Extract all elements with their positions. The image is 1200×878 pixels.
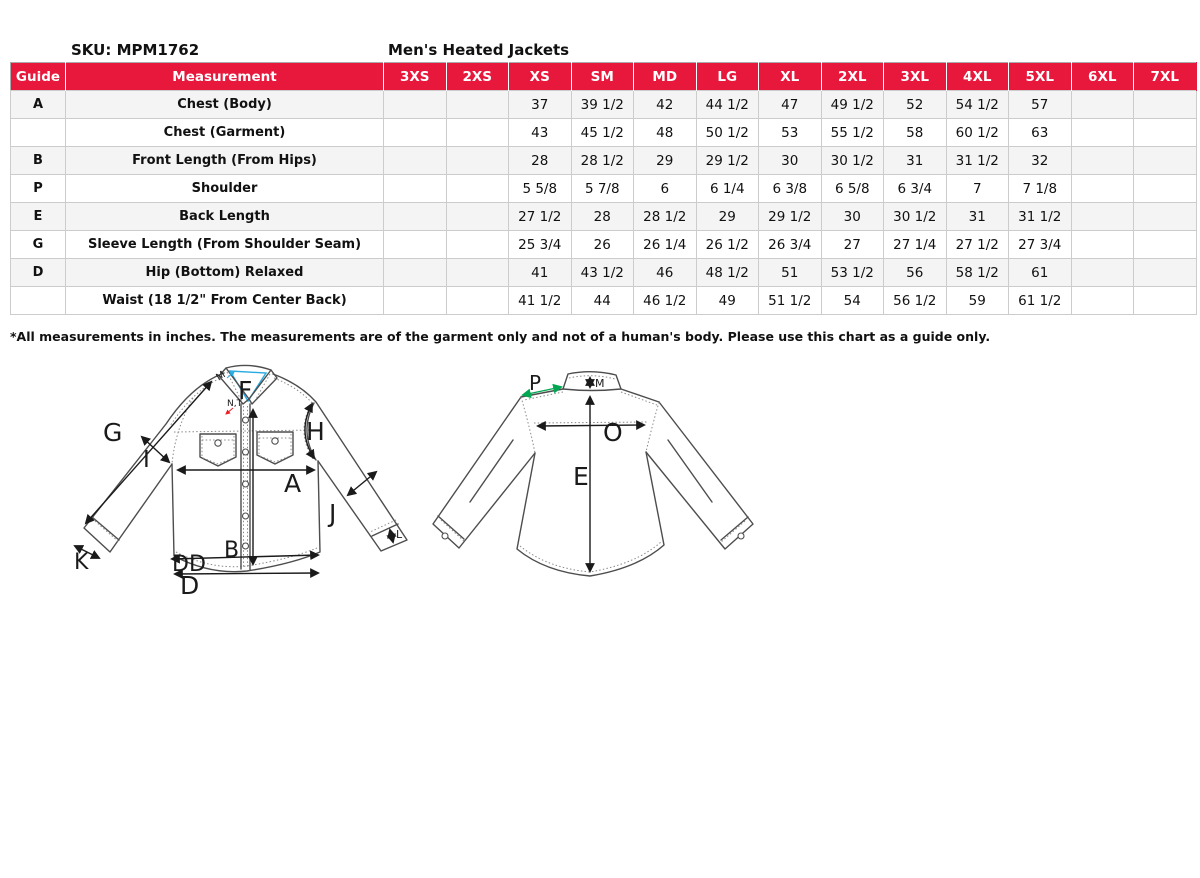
value-cell	[1134, 147, 1197, 175]
value-cell: 53 1/2	[821, 259, 884, 287]
guide-cell	[11, 287, 66, 315]
jacket-measurement-diagram	[0, 355, 1200, 645]
column-header-guide: Guide	[11, 63, 66, 91]
guide-cell: B	[11, 147, 66, 175]
value-cell: 28	[509, 147, 572, 175]
value-cell: 31 1/2	[1009, 203, 1072, 231]
measurement-cell: Chest (Body)	[66, 91, 384, 119]
back-label-O: O	[603, 418, 623, 447]
back-label-E: E	[573, 462, 589, 491]
header-row	[11, 63, 1197, 91]
measurement-cell: Waist (18 1/2" From Center Back)	[66, 287, 384, 315]
back-yoke-seam	[534, 422, 648, 423]
front-label-A: A	[284, 469, 302, 498]
value-cell: 58	[884, 119, 947, 147]
table-row-back-length	[11, 203, 1197, 231]
value-cell: 27 3/4	[1009, 231, 1072, 259]
value-cell: 41 1/2	[509, 287, 572, 315]
value-cell: 37	[509, 91, 572, 119]
column-header-4xl: 4XL	[946, 63, 1009, 91]
value-cell: 32	[1009, 147, 1072, 175]
measurement-cell: Sleeve Length (From Shoulder Seam)	[66, 231, 384, 259]
value-cell: 7 1/8	[1009, 175, 1072, 203]
value-cell: 31 1/2	[946, 147, 1009, 175]
value-cell	[384, 175, 447, 203]
value-cell	[1071, 231, 1134, 259]
value-cell: 54 1/2	[946, 91, 1009, 119]
front-label-K: K	[74, 550, 89, 575]
value-cell: 42	[634, 91, 697, 119]
value-cell	[1134, 259, 1197, 287]
front-label-F: F	[238, 376, 253, 405]
front-left-sleeve	[84, 373, 224, 552]
measurement-cell: Shoulder	[66, 175, 384, 203]
placket-button	[243, 449, 249, 455]
column-header-6xl: 6XL	[1071, 63, 1134, 91]
value-cell: 56	[884, 259, 947, 287]
placket-button	[243, 513, 249, 519]
value-cell	[1071, 203, 1134, 231]
value-cell	[384, 119, 447, 147]
placket-button	[243, 417, 249, 423]
column-header-xs: XS	[509, 63, 572, 91]
back-left-armhole	[521, 397, 535, 453]
page-title: Men's Heated Jackets	[388, 41, 570, 59]
column-header-2xs: 2XS	[446, 63, 509, 91]
value-cell	[446, 259, 509, 287]
guide-cell: A	[11, 91, 66, 119]
back-right-cuff-button	[738, 533, 744, 539]
front-label-D: D	[180, 571, 200, 600]
guide-cell: E	[11, 203, 66, 231]
value-cell: 57	[1009, 91, 1072, 119]
front-right-pocket	[257, 432, 293, 464]
column-header-xl: XL	[759, 63, 822, 91]
value-cell	[1071, 147, 1134, 175]
value-cell: 54	[821, 287, 884, 315]
value-cell: 30	[821, 203, 884, 231]
guide-cell: G	[11, 231, 66, 259]
value-cell	[384, 91, 447, 119]
value-cell: 58 1/2	[946, 259, 1009, 287]
back-collar	[563, 372, 621, 391]
value-cell	[1134, 119, 1197, 147]
arrow-L-cuff-height	[390, 530, 393, 542]
value-cell	[384, 203, 447, 231]
value-cell: 30 1/2	[884, 203, 947, 231]
column-header-md: MD	[634, 63, 697, 91]
column-header-3xl: 3XL	[884, 63, 947, 91]
front-left-pocket	[200, 434, 236, 466]
value-cell: 51 1/2	[759, 287, 822, 315]
value-cell: 50 1/2	[696, 119, 759, 147]
table-row-shoulder	[11, 175, 1197, 203]
measurement-cell: Front Length (From Hips)	[66, 147, 384, 175]
value-cell: 46 1/2	[634, 287, 697, 315]
table-row-chest-body	[11, 91, 1197, 119]
value-cell: 5 7/8	[571, 175, 634, 203]
value-cell: 43	[509, 119, 572, 147]
value-cell: 49	[696, 287, 759, 315]
value-cell: 27 1/4	[884, 231, 947, 259]
front-collar-back-edge	[226, 365, 271, 370]
value-cell: 48	[634, 119, 697, 147]
value-cell: 30	[759, 147, 822, 175]
front-label-B: B	[224, 538, 240, 563]
value-cell: 63	[1009, 119, 1072, 147]
placket-button	[243, 481, 249, 487]
value-cell: 28 1/2	[571, 147, 634, 175]
value-cell: 27 1/2	[509, 203, 572, 231]
value-cell	[1071, 259, 1134, 287]
value-cell: 39 1/2	[571, 91, 634, 119]
back-jacket-drawing	[433, 371, 753, 576]
value-cell: 26 1/2	[696, 231, 759, 259]
value-cell	[1134, 203, 1197, 231]
column-header-lg: LG	[696, 63, 759, 91]
value-cell: 46	[634, 259, 697, 287]
value-cell	[446, 231, 509, 259]
measurement-cell: Hip (Bottom) Relaxed	[66, 259, 384, 287]
value-cell	[1071, 175, 1134, 203]
value-cell	[1071, 91, 1134, 119]
front-label-NT: N,T	[227, 399, 243, 409]
value-cell: 30 1/2	[821, 147, 884, 175]
value-cell: 6 3/4	[884, 175, 947, 203]
value-cell: 6	[634, 175, 697, 203]
value-cell: 29	[634, 147, 697, 175]
front-label-H: H	[306, 417, 325, 446]
placket-button	[243, 543, 249, 549]
column-header-2xl: 2XL	[821, 63, 884, 91]
value-cell: 53	[759, 119, 822, 147]
measurement-cell: Back Length	[66, 203, 384, 231]
value-cell: 61	[1009, 259, 1072, 287]
value-cell: 29 1/2	[696, 147, 759, 175]
front-label-J: J	[329, 499, 337, 528]
value-cell: 45 1/2	[571, 119, 634, 147]
column-header-7xl: 7XL	[1134, 63, 1197, 91]
column-header-3xs: 3XS	[384, 63, 447, 91]
value-cell	[384, 287, 447, 315]
value-cell: 31	[884, 147, 947, 175]
value-cell: 6 1/4	[696, 175, 759, 203]
back-left-elbow-seam	[470, 440, 513, 502]
value-cell: 60 1/2	[946, 119, 1009, 147]
value-cell: 6 3/8	[759, 175, 822, 203]
value-cell: 6 5/8	[821, 175, 884, 203]
value-cell: 41	[509, 259, 572, 287]
value-cell	[446, 119, 509, 147]
back-label-M: M	[595, 377, 605, 390]
value-cell	[446, 175, 509, 203]
value-cell: 52	[884, 91, 947, 119]
front-label-M: M	[214, 369, 228, 384]
size-chart-table	[10, 62, 1197, 315]
value-cell: 48 1/2	[696, 259, 759, 287]
back-right-elbow-seam	[668, 440, 712, 502]
value-cell	[1134, 91, 1197, 119]
value-cell: 7	[946, 175, 1009, 203]
value-cell	[446, 287, 509, 315]
front-label-G: G	[103, 418, 123, 447]
value-cell: 59	[946, 287, 1009, 315]
value-cell: 26	[571, 231, 634, 259]
sku-label: SKU: MPM1762	[71, 41, 200, 59]
value-cell: 47	[759, 91, 822, 119]
value-cell: 61 1/2	[1009, 287, 1072, 315]
measurement-cell: Chest (Garment)	[66, 119, 384, 147]
value-cell	[446, 147, 509, 175]
back-left-cuff-button	[442, 533, 448, 539]
value-cell	[1134, 175, 1197, 203]
front-jacket-drawing	[74, 365, 407, 600]
value-cell: 51	[759, 259, 822, 287]
value-cell	[446, 91, 509, 119]
column-header-5xl: 5XL	[1009, 63, 1072, 91]
footnote: *All measurements in inches. The measurements are of the garment only and not of a human's body. Please use this chart as a guide only.	[10, 329, 991, 344]
back-right-armhole	[646, 402, 659, 452]
value-cell: 28	[571, 203, 634, 231]
value-cell	[1134, 231, 1197, 259]
value-cell	[1071, 119, 1134, 147]
value-cell: 49 1/2	[821, 91, 884, 119]
arrow-J-sleeve-width	[348, 472, 376, 495]
column-header-sm: SM	[571, 63, 634, 91]
back-label-P: P	[529, 371, 542, 395]
value-cell	[384, 231, 447, 259]
guide-cell: P	[11, 175, 66, 203]
column-header-measurement: Measurement	[66, 63, 384, 91]
front-label-DD: DD	[172, 552, 206, 577]
value-cell: 29	[696, 203, 759, 231]
value-cell	[384, 147, 447, 175]
guide-cell: D	[11, 259, 66, 287]
value-cell	[384, 259, 447, 287]
value-cell: 28 1/2	[634, 203, 697, 231]
value-cell: 27 1/2	[946, 231, 1009, 259]
table-row-front-length	[11, 147, 1197, 175]
table-row-sleeve-length	[11, 231, 1197, 259]
front-left-armhole	[172, 398, 193, 464]
front-right-sleeve	[273, 374, 407, 551]
value-cell	[446, 203, 509, 231]
value-cell: 25 3/4	[509, 231, 572, 259]
value-cell: 56 1/2	[884, 287, 947, 315]
front-yoke-seam	[174, 430, 316, 432]
value-cell: 26 3/4	[759, 231, 822, 259]
value-cell: 29 1/2	[759, 203, 822, 231]
value-cell: 27	[821, 231, 884, 259]
value-cell: 43 1/2	[571, 259, 634, 287]
front-label-L: L	[396, 528, 403, 541]
table-row-waist	[11, 287, 1197, 315]
table-row-chest-garment	[11, 119, 1197, 147]
value-cell: 31	[946, 203, 1009, 231]
value-cell	[1134, 287, 1197, 315]
value-cell	[1071, 287, 1134, 315]
front-label-I: I	[143, 447, 150, 473]
arrow-O-back-width	[538, 425, 644, 426]
value-cell: 55 1/2	[821, 119, 884, 147]
value-cell: 44	[571, 287, 634, 315]
guide-cell	[11, 119, 66, 147]
value-cell: 5 5/8	[509, 175, 572, 203]
value-cell: 26 1/4	[634, 231, 697, 259]
table-row-hip	[11, 259, 1197, 287]
value-cell: 44 1/2	[696, 91, 759, 119]
